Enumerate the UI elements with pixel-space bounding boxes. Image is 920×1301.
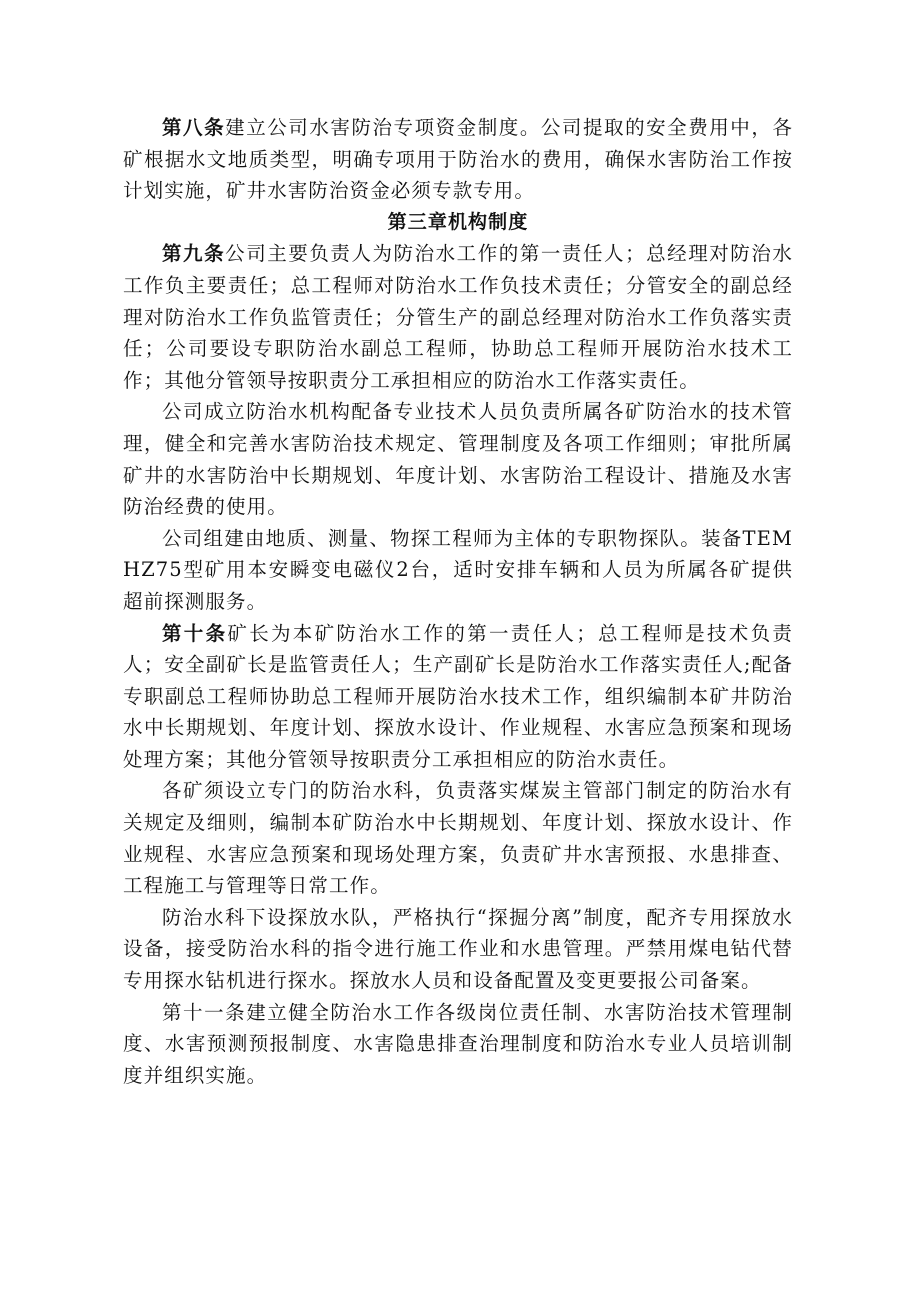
drilling-team-paragraph: 防治水科下设探放水队，严格执行“探掘分离”制度，配齐专用探放水设备，接受防治水科的指令进行施工作业和水患管理。严禁用煤电钻代替专用探水钻机进行探水。探放水人员和设备配置及变更要报公司备案。: [123, 905, 793, 993]
article-8-paragraph: [123, 112, 793, 207]
article-9-paragraph: [123, 238, 793, 396]
article-10-paragraph: [123, 618, 793, 776]
water-dept-paragraph: 各矿须设立专门的防治水科，负责落实煤炭主管部门制定的防治水有关规定及细则，编制本矿防治水中长期规划、年度计划、探放水设计、作业规程、水害应急预案和现场处理方案，负责矿井水害预报、水患排查、工程施工与管理等日常工作。: [123, 779, 793, 898]
article-11-paragraph: 第十一条建立健全防治水工作各级岗位责任制、水害防治技术管理制度、水害预测预报制度、水害隐患排查治理制度和防治水专业人员培训制度并组织实施。: [123, 1000, 793, 1087]
survey-team-paragraph: 公司组建由地质、测量、物探工程师为主体的专职物探队。装备TEMHZ75型矿用本安瞬变电磁仪2台，适时安排车辆和人员为所属各矿提供超前探测服务。: [123, 526, 793, 613]
article-9-text: 公司主要负责人为防治水工作的第一责任人；总经理对防治水工作负主要责任；总工程师对防治水工作负技术责任；分管安全的副总经理对防治水工作负监管责任；分管生产的副总经理对防治水工作负落实责任；公司要设专职防治水副总工程师，协助总工程师开展防治水技术工作；其他分管领导按职责分工承担相应的防治水工作落实责任。: [123, 242, 793, 392]
org-setup-paragraph: 公司成立防治水机构配备专业技术人员负责所属各矿防治水的技术管理，健全和完善水害防治技术规定、管理制度及各项工作细则；审批所属矿井的水害防治中长期规划、年度计划、水害防治工程设计、措施及水害防治经费的使用。: [123, 400, 793, 519]
article-10-lead: 第十条: [162, 621, 228, 645]
article-8-lead: 第八条: [162, 116, 226, 139]
chapter-title: 第三章机构制度: [387, 210, 529, 233]
article-10-text: 矿长为本矿防治水工作的第一责任人；总工程师是技术负责人；安全副矿长是监管责任人；生产副矿长是防治水工作落实责任人;配备专职副总工程师协助总工程师开展防治水技术工作，组织编制本矿井防治水中长期规划、年度计划、探放水设计、作业规程、水害应急预案和现场处理方案；其他分管领导按职责分工承担相应的防治水责任。: [123, 621, 793, 771]
article-9-lead: 第九条: [162, 242, 226, 266]
article-8-text: 建立公司水害防治专项资金制度。公司提取的安全费用中，各矿根据水文地质类型，明确专项用于防治水的费用，确保水害防治工作按计划实施，矿井水害防治资金必须专款专用。: [123, 116, 793, 203]
document-page: [123, 112, 793, 1091]
